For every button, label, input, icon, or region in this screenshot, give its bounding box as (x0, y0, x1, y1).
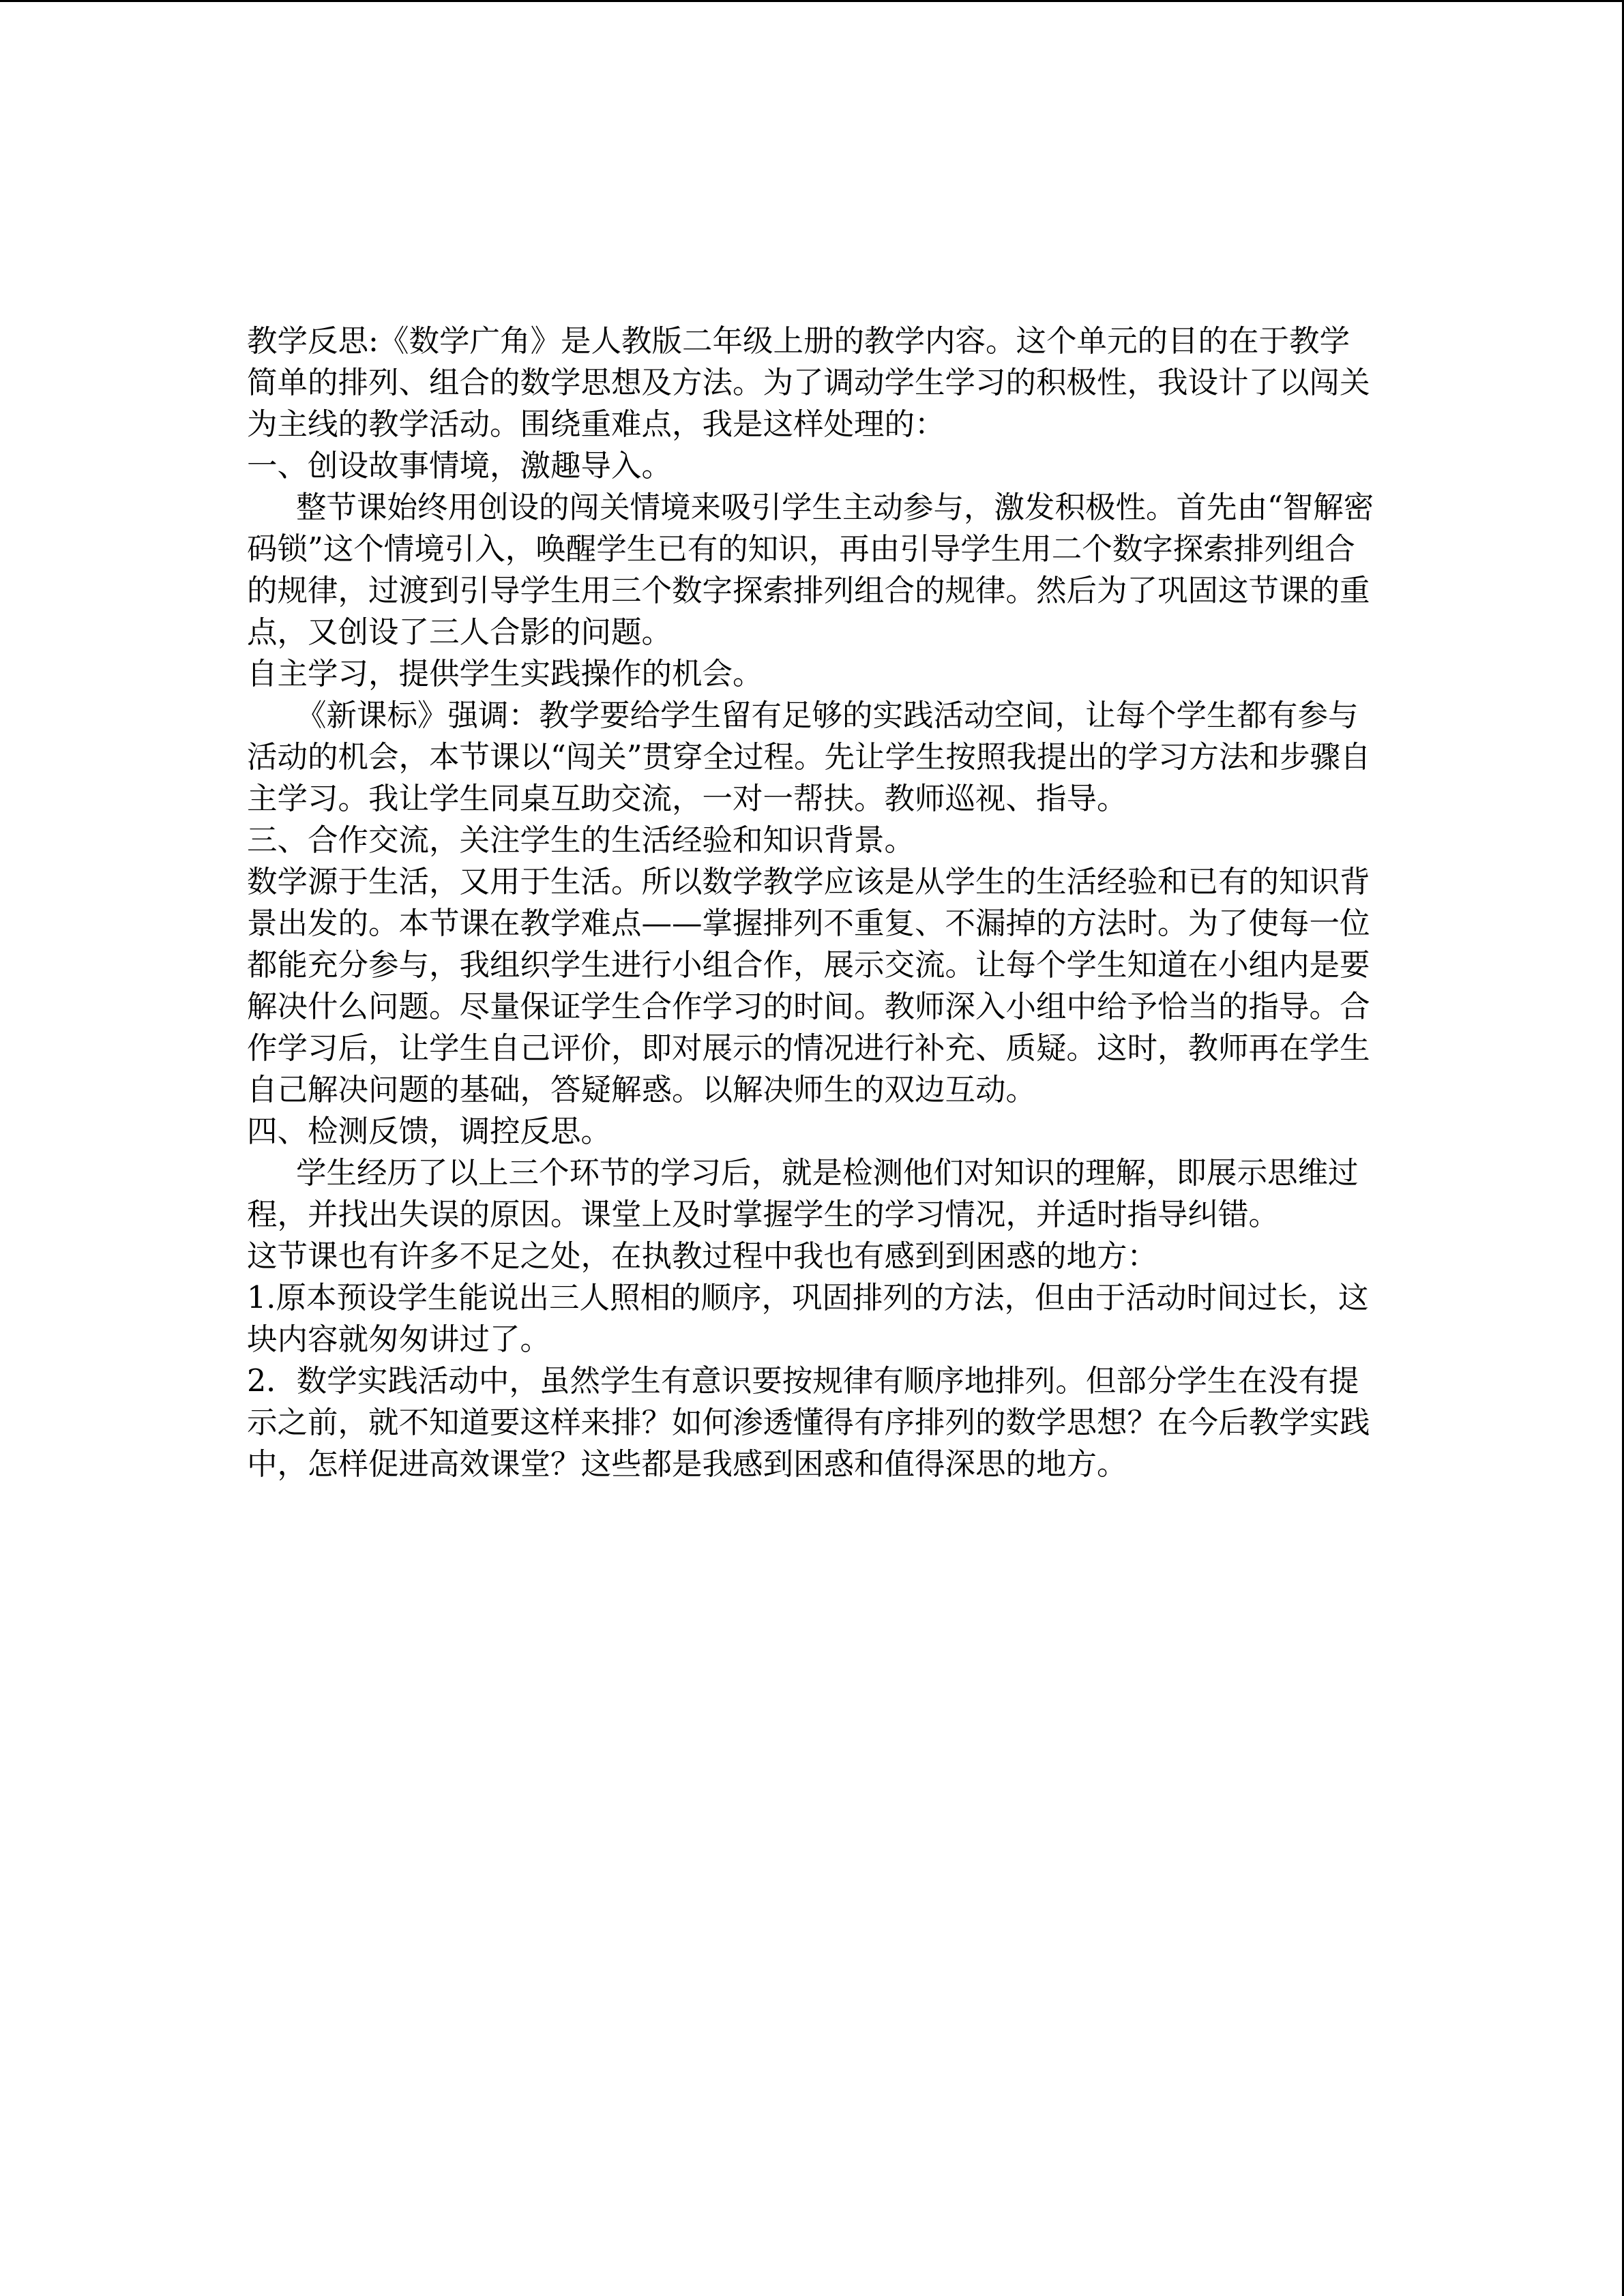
page-top-border (0, 0, 1624, 2)
shortcomings-intro: 这节课也有许多不足之处，在执教过程中我也有感到到困惑的地方： (247, 1239, 1158, 1274)
section-3-paragraph: 数学源于生活，又用于生活。所以数学教学应该是从学生的生活经验和已有的知识背景出发的。本节课在教学难点——掌握排列不重复、不漏掉的方法时。为了使每一位都能充分参与，我组织学生进行小组合作，展示交流。让每个学生知道在小组内是要解决什么问题。尽量保证学生合作学习的时间。教师深入小组中给予恰当的指导。合作学习后，让学生自己评价，即对展示的情况进行补充、质疑。这时，教师再在学生自己解决问题的基础，答疑解惑。以解决师生的双边互动。 (247, 865, 1370, 1107)
section-1-paragraph: 整节课始终用创设的闯关情境来吸引学生主动参与，激发积极性。首先由“智解密码锁”这个情境引入，唤醒学生已有的知识，再由引导学生用二个数字探索排列组合的规律，过渡到引导学生用三个数字探索排列组合的规律。然后为了巩固这节课的重点，又创设了三人合影的问题。 (247, 490, 1374, 650)
intro-paragraph: 教学反思:《数学广角》是人教版二年级上册的教学内容。这个单元的目的在于教学简单的排列、组合的数学思想及方法。为了调动学生学习的积极性，我设计了以闯关为主线的教学活动。围绕重难点，我是这样处理的： (247, 324, 1370, 442)
section-2-paragraph: 《新课标》强调：教学要给学生留有足够的实践活动空间，让每个学生都有参与活动的机会，本节课以“闯关”贯穿全过程。先让学生按照我提出的学习方法和步骤自主学习。我让学生同桌互助交流，一对一帮扶。教师巡视、指导。 (247, 698, 1371, 816)
shortcoming-item-2: 2．数学实践活动中，虽然学生有意识要按规律有顺序地排列。但部分学生在没有提示之前，就不知道要这样来排？如何渗透懂得有序排列的数学思想？在今后教学实践中，怎样促进高效课堂？这些都是我感到困惑和值得深思的地方。 (247, 1364, 1370, 1482)
section-heading-4: 四、检测反馈，调控反思。 (247, 1114, 612, 1149)
section-heading-3: 三、合作交流，关注学生的生活经验和知识背景。 (247, 823, 915, 858)
section-4-paragraph: 学生经历了以上三个环节的学习后，就是检测他们对知识的理解，即展示思维过程，并找出失误的原因。课堂上及时掌握学生的学习情况，并适时指导纠错。 (247, 1156, 1359, 1232)
document-body (247, 320, 1379, 1485)
shortcoming-item-1: 1.原本预设学生能说出三人照相的顺序，巩固排列的方法，但由于活动时间过长，这块内容就匆匆讲过了。 (247, 1281, 1369, 1357)
section-heading-2: 自主学习，提供学生实践操作的机会。 (247, 657, 763, 691)
section-heading-1: 一、创设故事情境，激趣导入。 (247, 449, 673, 483)
